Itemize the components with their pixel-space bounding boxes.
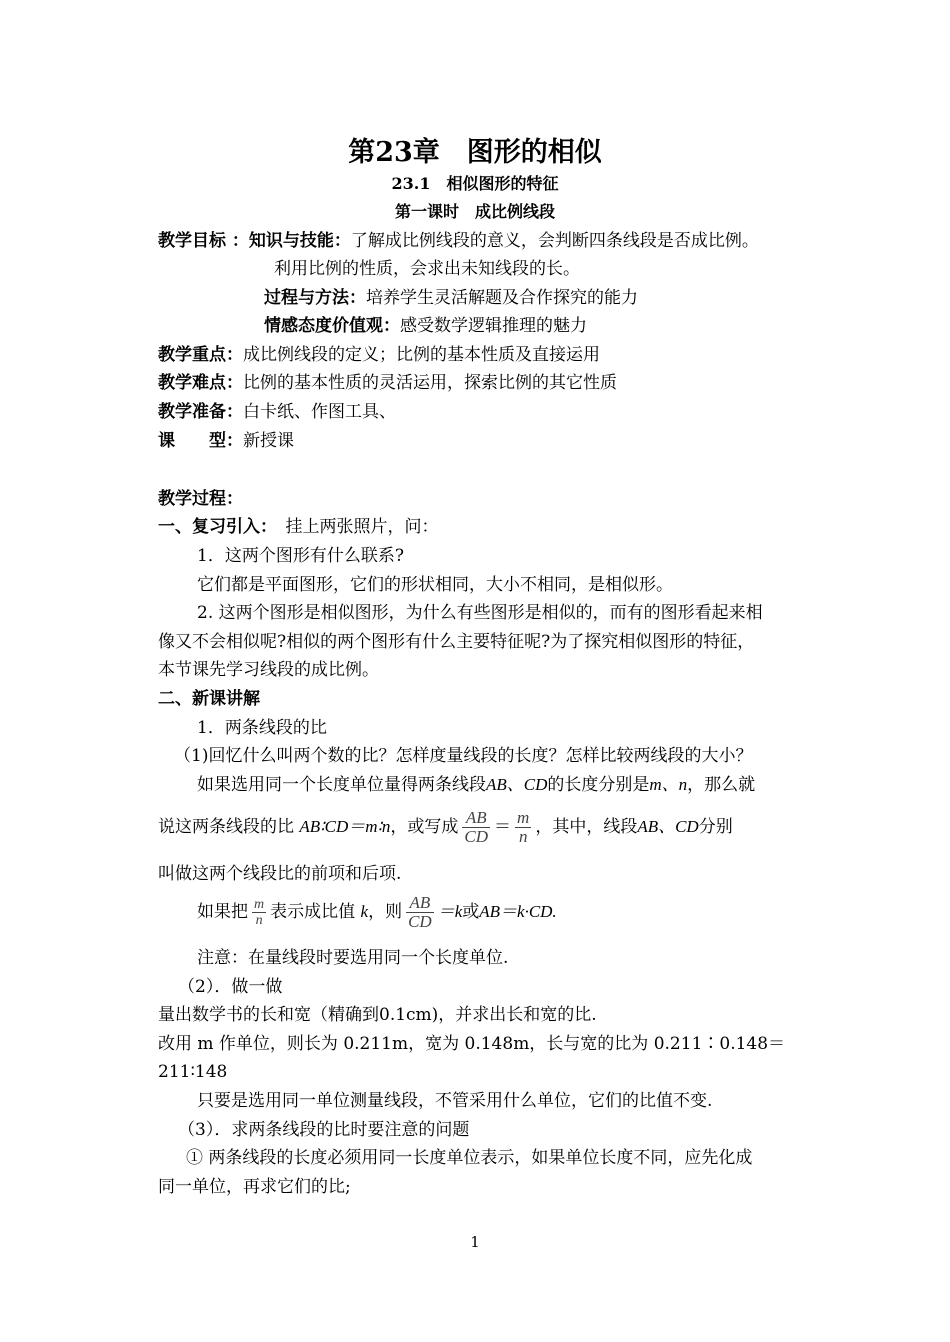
definition-text-f: ，其中，线段 [535,817,638,837]
section-title: 23.1 相似图形的特征 [391,174,559,193]
ratio-text-d: 或 [462,902,480,922]
lesson-type-line [158,430,294,452]
item-2-title: （2）．做一做 [178,977,283,997]
note-1-line-2: 同一单位，再求它们的比; [158,1177,351,1197]
objectives-line [158,230,759,252]
preparation-line [158,401,396,423]
fraction-denominator-cd: CD [464,827,489,846]
math-ab-cd-2: AB、CD [637,817,699,836]
math-ratio-expr: AB∶CD＝m∶n [299,817,391,836]
objectives-process-line [264,287,638,309]
note-same-unit: 注意：在量线段时要选用同一个长度单位. [197,948,509,968]
lesson-title: 第一课时 成比例线段 [394,202,555,221]
math-k: k [360,902,369,921]
new-lesson-heading: 二、新课讲解 [158,689,260,709]
lesson-type-text: 新授课 [243,431,294,451]
fraction-small-numerator-m: m [254,897,265,912]
fraction-m-over-n-small [252,897,266,928]
definition-text-d: 说这两条线段的比 [158,817,294,837]
preparation-text: 白卡纸、作图工具、 [243,402,396,422]
chapter-title: 第23章 图形的相似 [348,137,602,168]
ratio-value-line [197,890,557,934]
fraction-numerator-ab: AB [462,809,490,828]
review-question-2-line-3: 本节课先学习线段的成比例。 [158,660,379,680]
review-heading: 一、复习引入： [158,517,269,537]
ratio-text-b: 表示成比值 [270,902,356,922]
item-3-title: （3）．求两条线段的比时要注意的问题 [178,1120,470,1140]
definition-text-a: 如果选用同一个长度单位量得两条线段 [197,775,486,795]
note-1-line-1: ① 两条线段的长度必须用同一长度单位表示，如果单位长度不同，应先化成 [186,1148,753,1168]
emotion-text: 感受数学逻辑推理的魅力 [400,316,587,336]
definition-text-b: 的长度分别是 [547,775,650,795]
fraction-denominator-n: n [518,827,528,846]
key-points-text: 成比例线段的定义；比例的基本性质及直接运用 [243,345,600,365]
definition-line-2 [158,805,733,849]
fraction-2-denominator-cd: CD [408,912,432,931]
fraction-2-numerator-ab: AB [406,894,434,913]
review-answer-1: 它们都是平面图形，它们的形状相同，大小不相同，是相似形。 [197,575,673,595]
unit-line-1: 改用 m 作单位，则长为 0.211m，宽为 0.148m，长与宽的比为 0.211∶0.148＝ [158,1034,786,1054]
item-1-title: 1．两条线段的比 [197,718,327,738]
ratio-conclusion: 只要是选用同一单位测量线段，不管采用什么单位，它们的比值不变. [197,1091,713,1111]
process-text: 培养学生灵活解题及合作探究的能力 [366,288,638,308]
process-label: 过程与方法： [264,288,366,308]
preparation-label: 教学准备： [158,402,243,422]
math-ab-cd: AB、CD [486,775,548,794]
definition-text-c: ，那么就 [687,775,756,795]
key-points-label: 教学重点： [158,345,243,365]
measure-instruction: 量出数学书的长和宽（精确到0.1cm)，并求出长和宽的比. [158,1005,597,1025]
fraction-m-over-n [515,809,531,846]
fraction-numerator-m: m [517,808,530,827]
review-question-2-line-2: 像又不会相似呢?相似的两个图形有什么主要特征呢?为了探究相似图形的特征， [158,632,755,652]
math-ab-kcd: AB＝k·CD. [479,902,557,921]
review-intro: 挂上两张照片，问： [268,517,439,537]
item-1-1-question: （1)回忆什么叫两个数的比？怎样度量线段的长度？怎样比较两线段的大小？ [174,746,753,766]
difficulties-text: 比例的基本性质的灵活运用，探索比例的其它性质 [243,373,617,393]
emotion-label: 情感态度价值观： [264,316,400,336]
objectives-emotion-line [264,315,587,337]
ratio-text-c: ，则 [368,902,403,922]
difficulties-line [158,372,617,394]
objectives-knowledge-2: 利用比例的性质，会求出未知线段的长。 [274,259,580,279]
ratio-text-a: 如果把 [197,902,248,922]
lesson-type-label: 课 型： [158,431,243,451]
fraction-small-denominator-n: n [255,913,263,928]
definition-text-g: 分别 [698,817,733,837]
key-points-line [158,344,600,366]
review-heading-line [158,516,439,538]
objectives-label: 教学目标 ：知识与技能： [158,231,351,251]
fraction-ab-over-cd-2 [406,894,434,931]
objectives-knowledge-1: 了解成比例线段的意义，会判断四条线段是否成比例。 [350,231,759,251]
page-number: 1 [470,1233,480,1251]
math-eq-k: ＝k [437,902,463,921]
fraction-ab-over-cd [462,809,490,846]
review-question-1: 1．这两个图形有什么联系? [197,546,404,566]
review-question-2-line-1: 2. 这两个图形是相似图形，为什么有些图形是相似的，而有的图形看起来相 [197,603,763,623]
unit-line-2: 211∶148 [158,1062,228,1082]
definition-line-1 [197,774,755,796]
process-heading: 教学过程： [158,489,243,509]
equals-sign: ＝ [494,817,512,837]
difficulties-label: 教学难点： [158,373,243,393]
definition-line-3: 叫做这两个线段比的前项和后项. [158,864,402,884]
math-m-n: m、n [649,775,688,794]
definition-text-e: ，或写成 [390,817,459,837]
